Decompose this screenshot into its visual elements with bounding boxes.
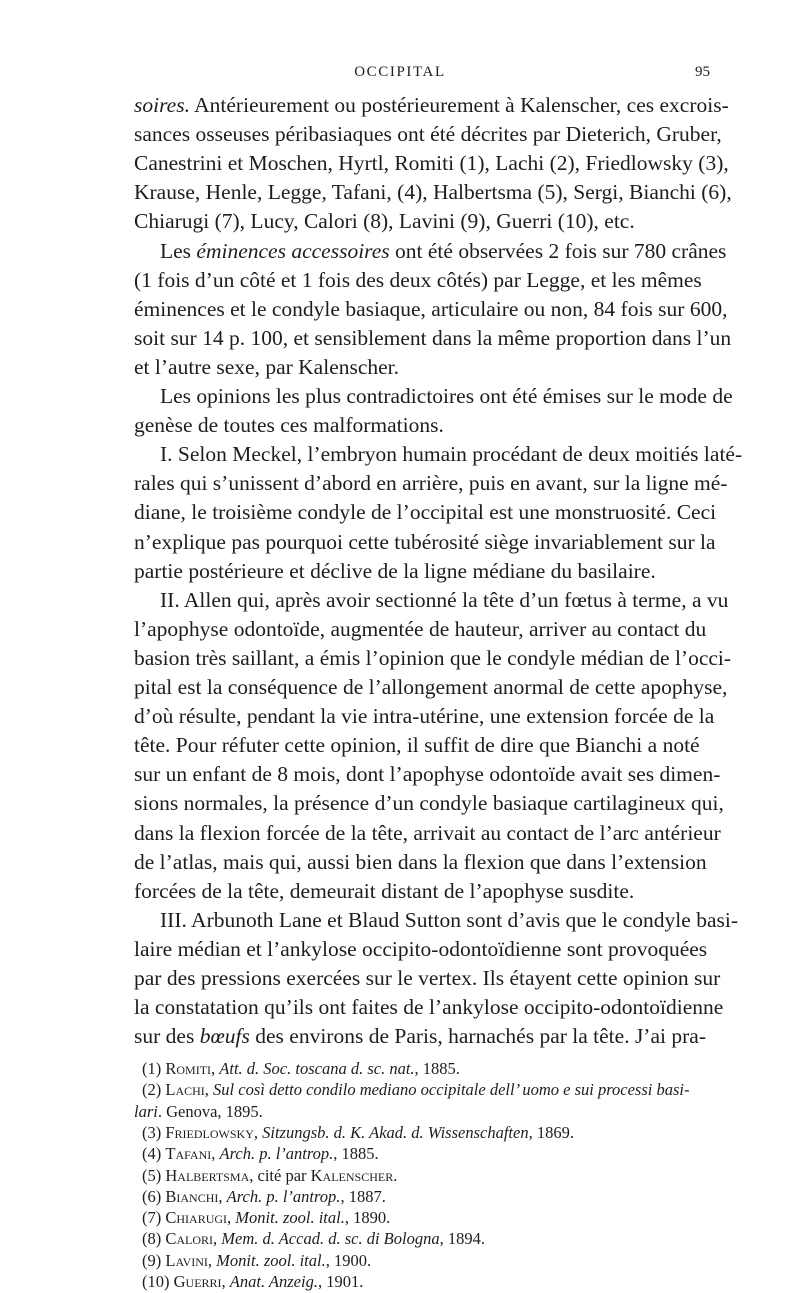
text-run: Lachi <box>165 1080 205 1100</box>
text-line <box>160 236 727 266</box>
text-run: , 1869. <box>528 1122 574 1142</box>
text-run: (1) <box>142 1059 166 1078</box>
text-line <box>134 556 656 586</box>
text-line <box>134 265 702 295</box>
running-title: OCCIPITAL <box>354 64 446 80</box>
text-run: , <box>213 1229 222 1249</box>
footnote-line <box>142 1250 697 1272</box>
text-run: Guerri <box>173 1272 222 1291</box>
text-run: d’où résulte, pendant la vie intra-utérine, une extension forcée de la <box>134 704 715 729</box>
footnote-line <box>142 1143 697 1165</box>
text-line <box>134 323 732 353</box>
text-run: , 1890. <box>344 1208 391 1228</box>
text-line <box>134 527 716 557</box>
text-line <box>134 818 721 848</box>
text-line <box>134 1021 706 1051</box>
text-run: Sitzungsb. d. K. Akad. d. Wissenschaften <box>262 1122 529 1142</box>
text-run: (5) <box>142 1165 166 1185</box>
text-run: . Genova, 1895. <box>157 1101 263 1121</box>
text-run: sances osseuses péribasiaques ont été décrites par Dieterich, Gruber, <box>134 122 722 147</box>
text-run: (2) <box>142 1080 166 1100</box>
text-run: , <box>218 1186 227 1206</box>
footnote-line <box>134 1101 689 1123</box>
text-run: Mem. d. Accad. d. sc. di Bologna <box>221 1229 440 1249</box>
text-run: éminences et le condyle basiaque, articulaire ou non, 84 fois sur 600, <box>134 296 728 321</box>
text-run: (7) <box>142 1208 166 1228</box>
text-run: , cité par <box>249 1165 311 1185</box>
text-run: n’explique pas pourquoi cette tubérosité siège invariablement sur la <box>134 529 716 554</box>
text-line <box>134 992 724 1022</box>
text-run: dans la flexion forcée de la tête, arrivait au contact de l’arc antérieur <box>134 820 721 845</box>
text-run: tête. Pour réfuter cette opinion, il suffit de dire que Bianchi a noté <box>134 733 700 758</box>
text-line <box>134 701 715 731</box>
text-run: (6) <box>142 1186 166 1206</box>
text-run: soit sur 14 p. 100, et sensiblement dans la même proportion dans l’un <box>134 325 732 350</box>
text-run: (10) <box>142 1272 174 1291</box>
footnote-line <box>142 1207 697 1229</box>
text-line <box>134 730 700 760</box>
text-run: Lavini <box>165 1250 208 1270</box>
text-run: Romiti <box>165 1059 212 1078</box>
text-run: , <box>204 1080 214 1100</box>
text-run: Kalenscher <box>310 1165 394 1185</box>
text-run: Les <box>160 238 197 263</box>
text-run: Chiarugi <box>165 1208 228 1228</box>
text-run: par des pressions exercées sur le vertex. Ils étayent cette opinion sur <box>134 966 721 990</box>
text-line <box>134 847 707 877</box>
text-run: (3) <box>142 1122 166 1142</box>
text-line <box>134 148 729 178</box>
text-run: . <box>393 1165 398 1185</box>
text-line <box>134 206 635 236</box>
text-run: , 1900. <box>325 1250 372 1270</box>
text-run: Bianchi <box>165 1186 219 1206</box>
text-run: , 1887. <box>340 1186 386 1206</box>
text-run: , <box>211 1144 220 1164</box>
text-line <box>134 614 707 644</box>
text-run: partie postérieure et déclive de la ligne médiane du basilaire. <box>134 558 656 583</box>
text-run: bœufs <box>199 1024 250 1049</box>
text-run: diane, le troisième condyle de l’occipital est une monstruosité. Ceci <box>134 500 717 525</box>
text-line <box>134 963 721 993</box>
text-run: Att. d. Soc. toscana d. sc. nat. <box>219 1059 415 1078</box>
footnote-line <box>142 1079 697 1101</box>
text-line <box>134 672 728 702</box>
text-run: (9) <box>142 1250 166 1270</box>
text-run: II. Allen qui, après avoir sectionné la tête d’un fœtus à terme, a vu <box>160 587 729 612</box>
text-run: Anat. Anzeig. <box>229 1272 318 1291</box>
text-line <box>134 497 717 527</box>
footnote-line <box>142 1122 697 1144</box>
text-run: , 1901. <box>317 1272 364 1291</box>
footnote-line <box>142 1186 697 1208</box>
text-run: rales qui s’unissent d’abord en arrière, puis en avant, sur la ligne mé- <box>134 471 728 496</box>
text-run: l’apophyse odontoïde, augmentée de hauteur, arriver au contact du <box>134 616 707 641</box>
text-run: , <box>221 1272 230 1291</box>
text-line <box>134 119 722 149</box>
text-run: , <box>211 1059 220 1078</box>
text-line <box>134 90 729 120</box>
text-run: pital est la conséquence de l’allongement anormal de cette apophyse, <box>134 675 728 699</box>
footnote-line <box>142 1228 697 1250</box>
footnote-line <box>142 1058 697 1080</box>
text-run: Sul così detto condilo mediano occipitale dell’ uomo e sui processi basi- <box>213 1080 690 1100</box>
text-run: Antérieurement ou postérieurement à Kalenscher, ces excrois- <box>189 93 729 117</box>
text-line <box>160 585 729 615</box>
text-run: des environs de Paris, harnachés par la tête. J’ai pra- <box>249 1024 706 1049</box>
page-number: 95 <box>695 64 710 80</box>
text-line <box>134 177 732 207</box>
text-run: éminences accessoires <box>196 238 390 263</box>
text-run: III. Arbunoth Lane et Blaud Sutton sont d’avis que le condyle basi- <box>160 907 738 932</box>
text-run: Monit. zool. ital. <box>235 1208 345 1228</box>
text-run: (8) <box>142 1229 166 1249</box>
text-run: sur un enfant de 8 mois, dont l’apophyse odontoïde avait ses dimen- <box>134 762 721 787</box>
text-run: de l’atlas, mais qui, aussi bien dans la flexion que dans l’extension <box>134 849 707 874</box>
text-run: soires. <box>134 93 190 117</box>
text-run: lari <box>134 1101 158 1121</box>
text-line <box>134 468 728 498</box>
text-run: , <box>253 1122 263 1142</box>
text-run: , 1885. <box>333 1144 379 1164</box>
text-run: forcées de la tête, demeurait distant de l’apophyse susdite. <box>134 878 635 903</box>
text-run: Arch. p. l’antrop. <box>219 1144 334 1164</box>
text-run: Chiarugi (7), Lucy, Calori (8), Lavini (9), Guerri (10), etc. <box>134 209 635 234</box>
text-run: ont été observées 2 fois sur 780 crânes <box>389 238 727 263</box>
text-line <box>134 759 721 789</box>
text-run: Tafani <box>165 1144 212 1164</box>
running-head <box>0 64 800 88</box>
text-run: (1 fois d’un côté et 1 fois des deux côtés) par Legge, et les mêmes <box>134 267 702 292</box>
text-run: Calori <box>165 1229 214 1249</box>
text-run: Halbertsma <box>165 1165 250 1185</box>
text-line <box>134 352 399 382</box>
text-run: Arch. p. l’antrop. <box>226 1186 341 1206</box>
text-run: , <box>227 1208 236 1228</box>
text-line <box>134 788 724 818</box>
text-run: , <box>207 1250 217 1270</box>
text-run: Friedlowsky <box>165 1122 254 1142</box>
text-line <box>134 410 444 440</box>
text-run: sions normales, la présence d’un condyle basiaque cartilagineux qui, <box>134 791 724 816</box>
text-run: basion très saillant, a émis l’opinion que le condyle médian de l’occi- <box>134 645 732 670</box>
text-run: la constatation qu’ils ont faites de l’ankylose occipito-odontoïdienne <box>134 995 724 1020</box>
text-line <box>134 876 634 906</box>
text-run: I. Selon Meckel, l’embryon humain procédant de deux moitiés laté- <box>160 442 743 467</box>
text-run: Les opinions les plus contradictoires ont été émises sur le mode de <box>160 384 733 408</box>
text-line <box>134 294 728 324</box>
text-run: laire médian et l’ankylose occipito-odontoïdienne sont provoquées <box>134 936 708 961</box>
text-line <box>160 439 743 469</box>
text-run: Krause, Henle, Legge, Tafani, (4), Halbertsma (5), Sergi, Bianchi (6), <box>134 180 732 205</box>
text-run: et l’autre sexe, par Kalenscher. <box>134 354 400 379</box>
text-line <box>134 643 732 673</box>
text-run: (4) <box>142 1144 166 1164</box>
text-run: genèse de toutes ces malformations. <box>134 413 444 438</box>
text-run: Canestrini et Moschen, Hyrtl, Romiti (1), Lachi (2), Friedlowsky (3), <box>134 151 729 176</box>
text-run: Monit. zool. ital. <box>216 1250 326 1270</box>
text-run: , 1894. <box>439 1229 485 1249</box>
text-run: , 1885. <box>414 1059 460 1078</box>
text-run: sur des <box>134 1024 200 1049</box>
footnote-line <box>142 1165 697 1187</box>
text-line <box>160 381 733 411</box>
text-line <box>134 934 708 964</box>
text-line <box>160 905 738 935</box>
